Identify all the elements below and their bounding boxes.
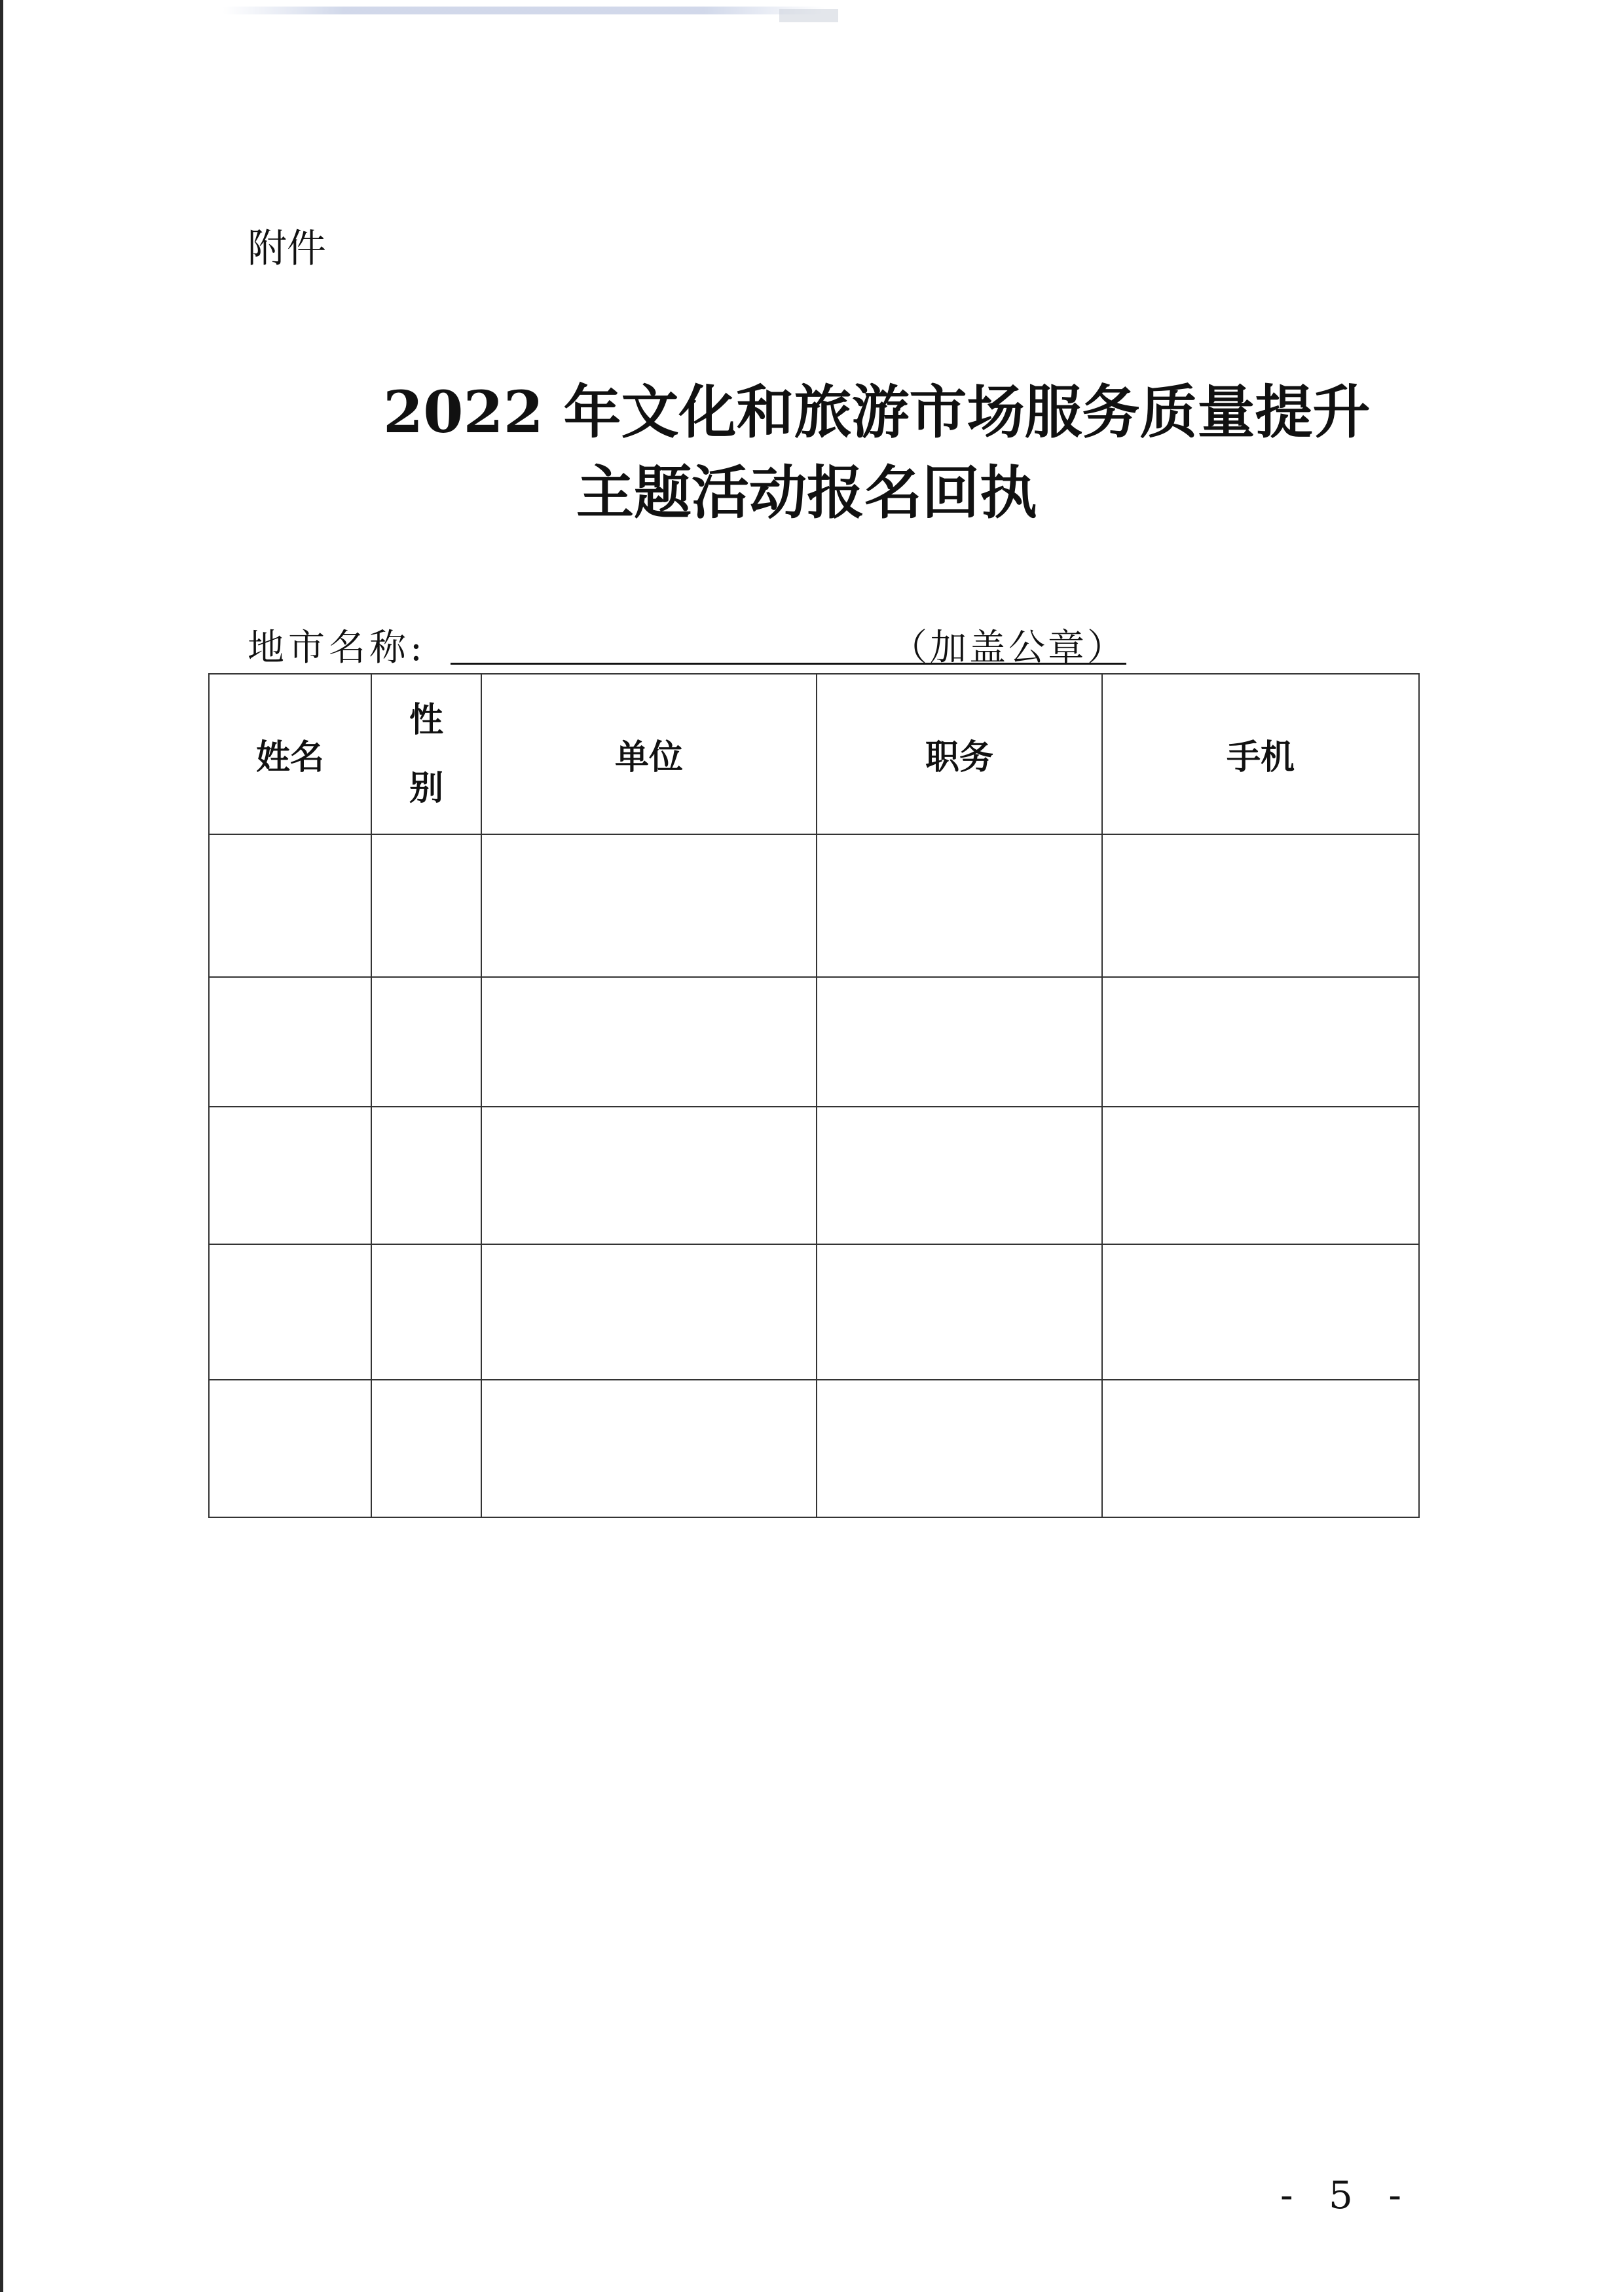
cell-gender[interactable] [371, 1380, 481, 1517]
cell-gender[interactable] [371, 1244, 481, 1380]
cell-unit[interactable] [481, 977, 817, 1107]
cell-mobile[interactable] [1102, 1107, 1419, 1244]
cell-unit[interactable] [481, 1244, 817, 1380]
scan-artifact [779, 9, 838, 22]
table-header-row [209, 674, 1419, 834]
cell-name[interactable] [209, 1244, 371, 1380]
attachment-label: 附件 [248, 226, 326, 272]
document-title-line-1: 2022 年文化和旅游市场服务质量提升 [383, 378, 1371, 446]
table-row [209, 834, 1419, 977]
official-seal-note: （加盖公章） [891, 627, 1126, 669]
table-row [209, 1380, 1419, 1517]
cell-position[interactable] [817, 1107, 1102, 1244]
header-gender [371, 674, 481, 834]
table-row [209, 1107, 1419, 1244]
cell-position[interactable] [817, 977, 1102, 1107]
scan-artifact [223, 7, 825, 14]
cell-gender[interactable] [371, 834, 481, 977]
table-row [209, 977, 1419, 1107]
cell-position[interactable] [817, 1380, 1102, 1517]
cell-name[interactable] [209, 977, 371, 1107]
table-row [209, 1244, 1419, 1380]
cell-mobile[interactable] [1102, 977, 1419, 1107]
cell-unit[interactable] [481, 1380, 817, 1517]
cell-mobile[interactable] [1102, 834, 1419, 977]
cell-gender[interactable] [371, 977, 481, 1107]
registration-table [208, 673, 1420, 1518]
cell-name[interactable] [209, 834, 371, 977]
page-number: - 5 - [1280, 2173, 1413, 2217]
header-position: 职务 [817, 674, 1102, 834]
document-title-line-2: 主题活动报名回执 [576, 458, 1038, 527]
cell-unit[interactable] [481, 834, 817, 977]
cell-name[interactable] [209, 1380, 371, 1517]
header-name: 姓名 [209, 674, 371, 834]
scan-edge [0, 0, 3, 2292]
city-name-label: 地市名称: [248, 627, 426, 669]
header-gender-top: 性 [409, 700, 443, 740]
cell-gender[interactable] [371, 1107, 481, 1244]
cell-name[interactable] [209, 1107, 371, 1244]
cell-mobile[interactable] [1102, 1380, 1419, 1517]
cell-position[interactable] [817, 1244, 1102, 1380]
header-mobile: 手机 [1102, 674, 1419, 834]
header-unit: 单位 [481, 674, 817, 834]
cell-unit[interactable] [481, 1107, 817, 1244]
cell-mobile[interactable] [1102, 1244, 1419, 1380]
cell-position[interactable] [817, 834, 1102, 977]
header-gender-bottom: 别 [409, 768, 443, 808]
